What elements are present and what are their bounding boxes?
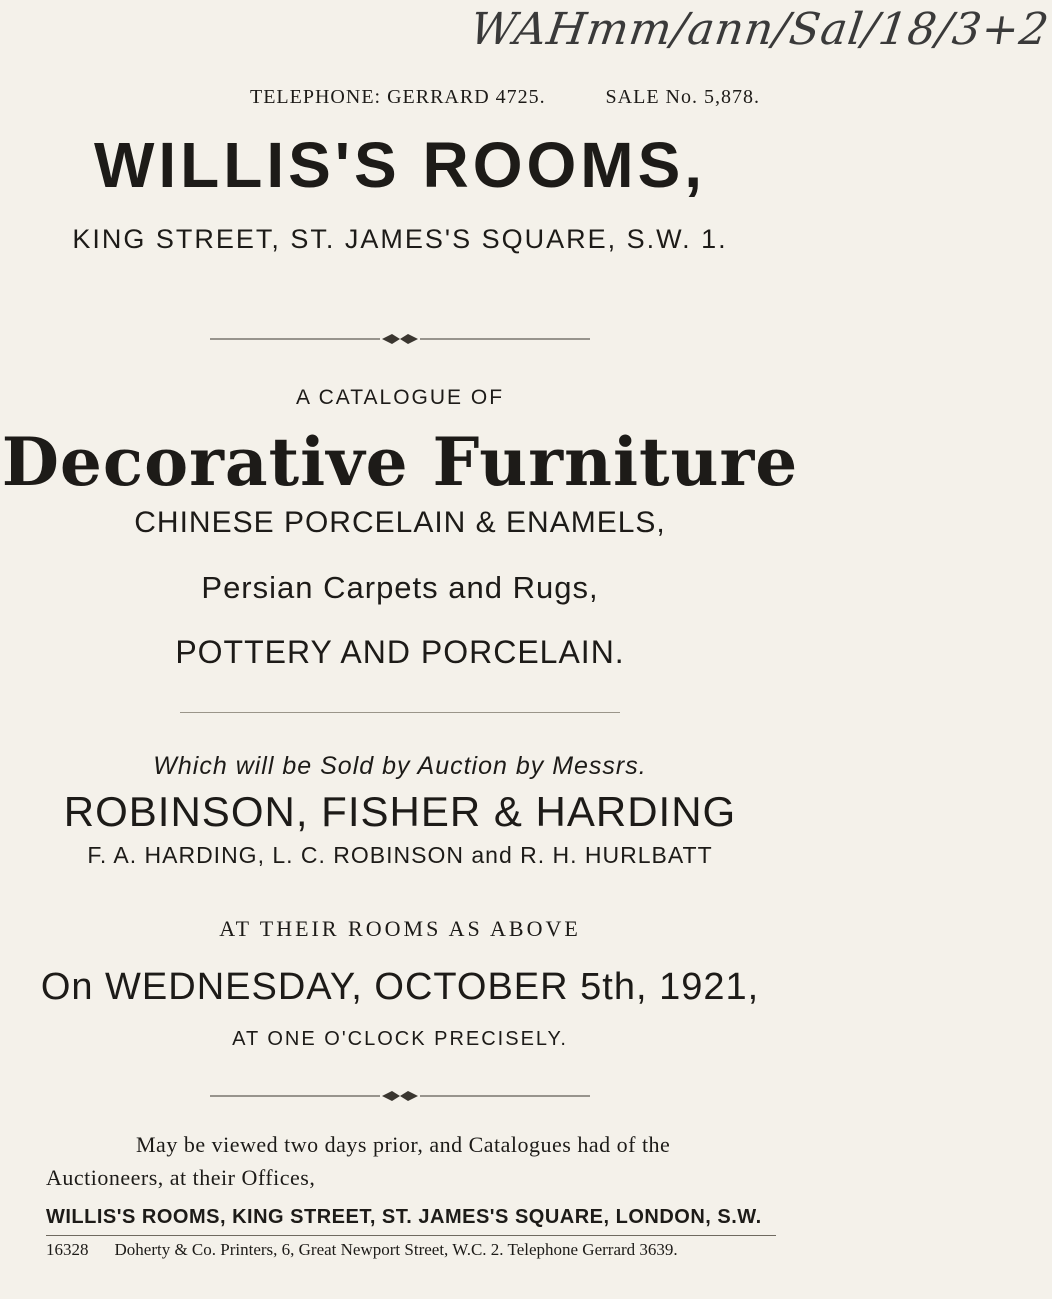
auctioneer-firm: ROBINSON, FISHER & HARDING <box>63 788 737 835</box>
viewing-line-2: Auctioneers, at their Offices, <box>46 1165 316 1190</box>
sale-time: AT ONE O'CLOCK PRECISELY. <box>232 1028 568 1050</box>
telephone-text: TELEPHONE: GERRARD 4725. <box>250 86 546 108</box>
printer-text: Doherty & Co. Printers, 6, Great Newport Street, W.C. 2. Telephone Gerrard 3639. <box>114 1240 678 1259</box>
header-line <box>0 86 800 109</box>
printer-imprint <box>46 1240 776 1260</box>
item-line-persian: Persian Carpets and Rugs, <box>201 570 599 605</box>
firm-partners: F. A. HARDING, L. C. ROBINSON and R. H. HURLBATT <box>87 842 713 868</box>
ornament-rule-top <box>210 333 590 345</box>
closing-address: WILLIS'S ROOMS, KING STREET, ST. JAMES'S SQUARE, LONDON, S.W. <box>46 1206 776 1236</box>
handwritten-note: WAHmm/ann/Sal/18/3+2 <box>467 4 1052 55</box>
viewing-notice <box>46 1128 766 1194</box>
ornament-rule-bottom <box>210 1090 590 1102</box>
venue-address: KING STREET, ST. JAMES'S SQUARE, S.W. 1. <box>72 224 728 254</box>
sale-number: SALE No. 5,878. <box>605 86 760 108</box>
item-line-chinese: CHINESE PORCELAIN & ENAMELS, <box>134 506 666 539</box>
catalogue-of-label: A CATALOGUE OF <box>295 386 505 409</box>
item-line-pottery: POTTERY AND PORCELAIN. <box>175 634 625 670</box>
page-title: WILLIS'S ROOMS, <box>93 129 707 201</box>
auction-note: Which will be Sold by Auction by Messrs. <box>153 752 647 780</box>
sale-date: On WEDNESDAY, OCTOBER 5th, 1921, <box>40 966 760 1008</box>
viewing-line-1: May be viewed two days prior, and Catalogues had of the <box>136 1132 671 1157</box>
catalogue-subject: Decorative Furniture <box>1 423 799 501</box>
print-number: 16328 <box>46 1240 89 1259</box>
location-note: AT THEIR ROOMS AS ABOVE <box>219 916 581 941</box>
divider-rule <box>180 712 620 713</box>
